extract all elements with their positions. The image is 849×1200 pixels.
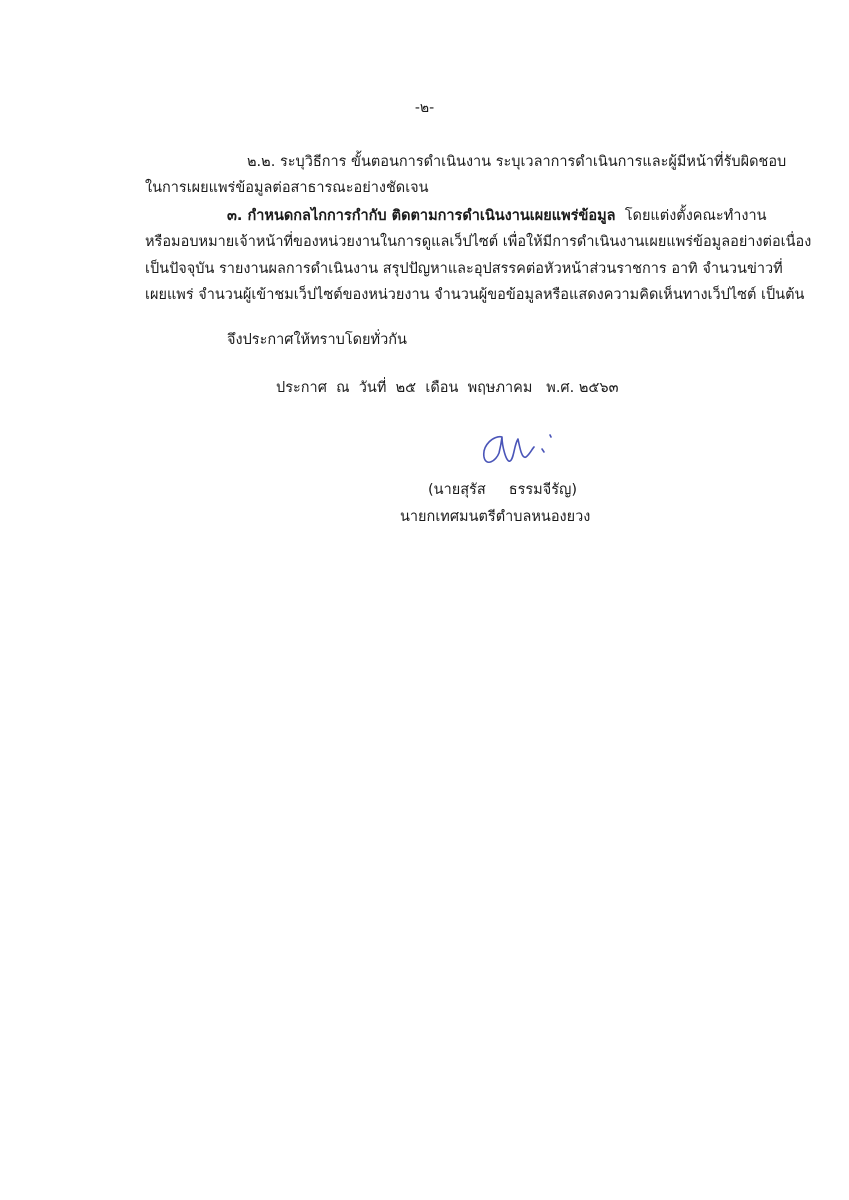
signature-image: [472, 423, 562, 471]
page-number: -๒-: [414, 100, 435, 116]
signature-tick: [542, 449, 544, 452]
section-3-line-4: เผยแพร่ จำนวนผู้เข้าชมเว็ปไซต์ของหน่วยงาน จำนวนผู้ขอข้อมูลหรือแสดงความคิดเห็นทางเว็ปไซต์ เป็นต้น: [145, 287, 805, 303]
signer-name: (นายสุรัส ธรรมจีรัญ): [428, 482, 578, 498]
signature-stroke: [484, 437, 534, 462]
section-3-line-3: เป็นปัจจุบัน รายงานผลการดำเนินงาน สรุปปัญหาและอุปสรรคต่อหัวหน้าส่วนราชการ อาทิ จำนวนข่าวที่: [145, 261, 783, 277]
closing-line: จึงประกาศให้ทราบโดยทั่วกัน: [227, 332, 407, 348]
signature-dot: [550, 435, 551, 437]
section-3-heading: ๓. กำหนดกลไกการกำกับ ติดตามการดำเนินงานเผยแพร่ข้อมูล: [227, 208, 616, 224]
section-3-line-2: หรือมอบหมายเจ้าหน้าที่ของหน่วยงานในการดูแลเว็ปไซต์ เพื่อให้มีการดำเนินงานเผยแพร่ข้อมูลอย่างต่อเนื่อง: [145, 234, 812, 250]
section-2-2-line-2: ในการเผยแพร่ข้อมูลต่อสาธารณะอย่างชัดเจน: [145, 180, 429, 196]
section-2-2-line-1: ๒.๒. ระบุวิธีการ ขั้นตอนการดำเนินงาน ระบุเวลาการดำเนินการและผู้มีหน้าที่รับผิดชอบ: [247, 154, 787, 170]
section-3-line-1-rest: โดยแต่งตั้งคณะทำงาน: [624, 208, 767, 224]
signer-title: นายกเทศมนตรีตำบลหนองยวง: [400, 509, 591, 525]
announcement-date: ประกาศ ณ วันที่ ๒๕ เดือน พฤษภาคม พ.ศ. ๒๕๖๓: [276, 380, 619, 396]
section-3-line-1: [227, 206, 767, 226]
